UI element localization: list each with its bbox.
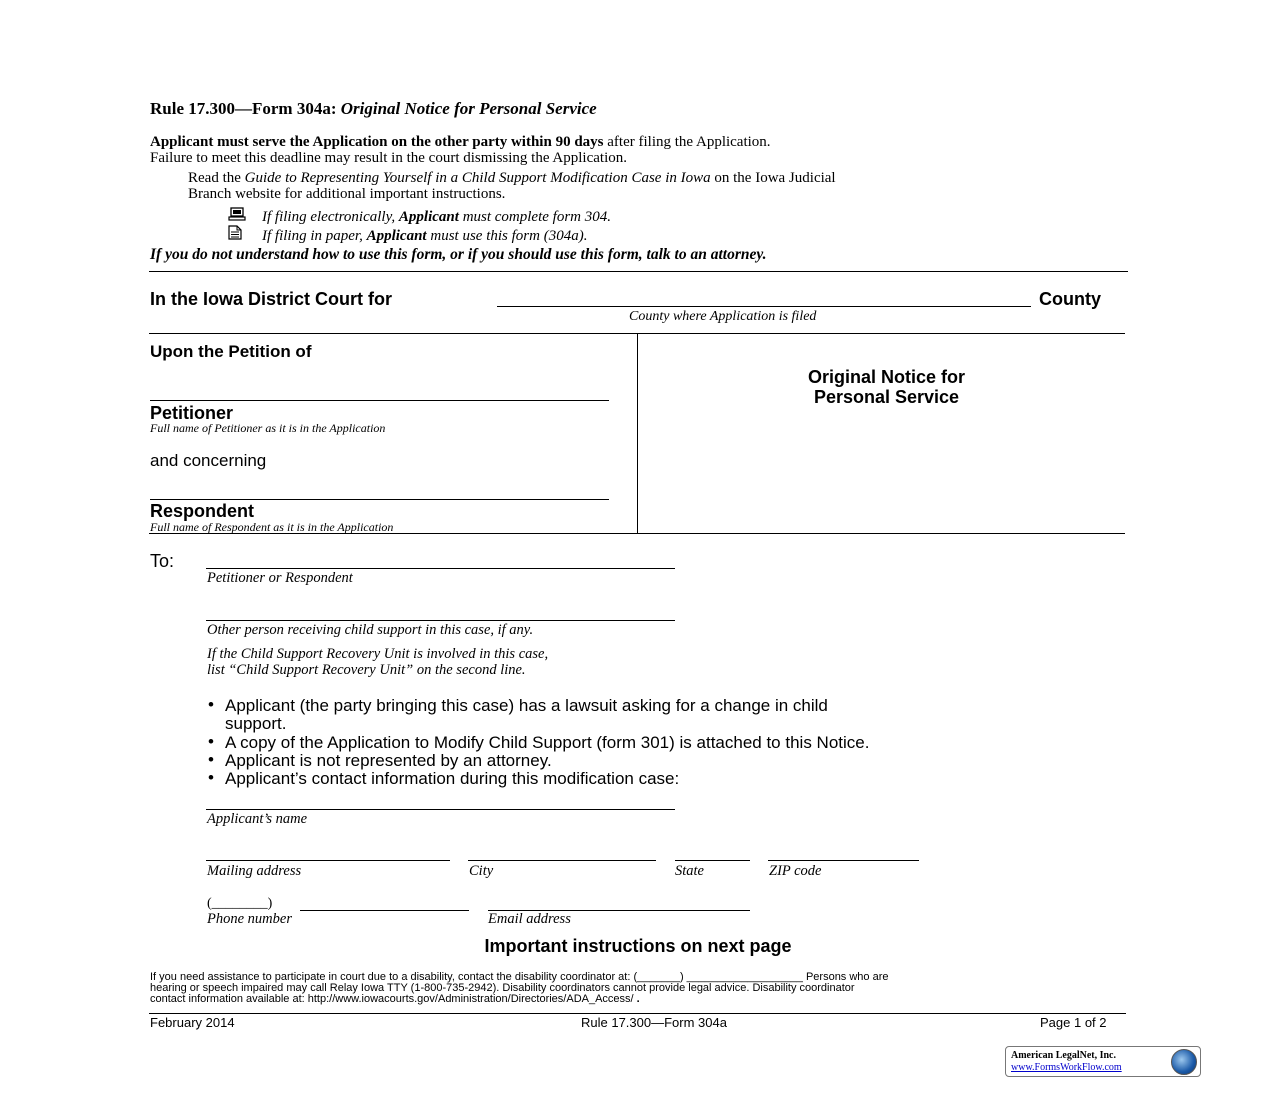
and-concerning: and concerning bbox=[150, 451, 267, 470]
paper-text-b: Applicant bbox=[366, 228, 427, 244]
electronic-text-a: If filing electronically, bbox=[262, 209, 399, 225]
guide-title: Guide to Representing Yourself in a Child Support Modification Case in Iowa bbox=[244, 170, 711, 186]
to-label: To: bbox=[150, 551, 175, 571]
bullet-2: A copy of the Application to Modify Child Support (form 301) is attached to this Notice. bbox=[225, 733, 870, 752]
deadline-rest: after filing the Application. bbox=[603, 134, 771, 150]
read-prefix: Read the bbox=[188, 170, 245, 186]
footer-page: Page 1 of 2 bbox=[1040, 1015, 1107, 1030]
guide-line bbox=[188, 170, 836, 187]
footer-rule: Rule 17.300—Form 304a bbox=[581, 1015, 727, 1030]
next-page-note: Important instructions on next page bbox=[484, 936, 792, 956]
american-legalnet-logo[interactable] bbox=[1005, 1046, 1201, 1077]
applicant-name-caption: Applicant’s name bbox=[207, 811, 308, 827]
upon-petition: Upon the Petition of bbox=[150, 342, 312, 361]
rule-label: Rule 17.300—Form 304a: bbox=[150, 99, 341, 118]
header-divider bbox=[149, 271, 1128, 272]
zip-caption: ZIP code bbox=[769, 863, 822, 879]
bullet-dot-1: • bbox=[208, 695, 214, 714]
court-prefix: In the Iowa District Court for bbox=[150, 289, 393, 309]
notice-title-2: Personal Service bbox=[813, 387, 960, 407]
mailing-caption: Mailing address bbox=[207, 863, 302, 879]
globe-icon bbox=[1171, 1049, 1197, 1075]
logo-name: American LegalNet, Inc. bbox=[1011, 1050, 1116, 1061]
to-line-2[interactable] bbox=[206, 620, 675, 621]
attorney-warning: If you do not understand how to use this form, or if you should use this form, talk to an attorney. bbox=[150, 246, 767, 263]
csru-note-1: If the Child Support Recovery Unit is involved in this case, bbox=[207, 646, 549, 662]
form-heading bbox=[150, 99, 597, 119]
deadline-line bbox=[150, 134, 771, 151]
ada-url[interactable]: contact information available at: http://www.iowacourts.gov/Administration/Directories/ADA_Access/ bbox=[150, 993, 634, 1005]
state-caption: State bbox=[675, 863, 704, 879]
disability-line-2: hearing or speech impaired may call Relay Iowa TTY (1-800-735-2942). Disability coordinators cannot provide legal advice. Disability coordinator bbox=[150, 982, 855, 994]
deadline-bold: Applicant must serve the Application on the other party within 90 days bbox=[150, 134, 604, 150]
bullet-1: Applicant (the party bringing this case) has a lawsuit asking for a change in child bbox=[225, 696, 828, 715]
mailing-address-line[interactable] bbox=[206, 860, 450, 861]
city-caption: City bbox=[469, 863, 494, 879]
csru-note-2: list “Child Support Recovery Unit” on the second line. bbox=[207, 662, 526, 678]
bullet-dot-3: • bbox=[208, 750, 214, 769]
caption-divider bbox=[637, 334, 638, 534]
respondent-label: Respondent bbox=[150, 501, 255, 521]
city-line[interactable] bbox=[468, 860, 656, 861]
failure-note: Failure to meet this deadline may result in the court dismissing the Application. bbox=[150, 150, 627, 166]
disability-line-3 bbox=[150, 993, 640, 1005]
bullet-1-cont: support. bbox=[225, 714, 287, 733]
paper-instruction bbox=[228, 225, 587, 245]
bullet-dot-4: • bbox=[208, 768, 214, 787]
footer-divider bbox=[149, 1013, 1126, 1014]
bullet-3: Applicant is not represented by an attorney. bbox=[225, 751, 552, 770]
paper-text-a: If filing in paper, bbox=[262, 228, 367, 244]
guide-line-2: Branch website for additional important instructions. bbox=[188, 186, 506, 202]
disability-line-1: If you need assistance to participate in court due to a disability, contact the disability coordinator at: (_______) ___________________ Persons who are bbox=[150, 971, 889, 983]
to-line-1[interactable] bbox=[206, 568, 675, 569]
disability-line-3-end: . bbox=[633, 993, 640, 1005]
bullet-dot-2: • bbox=[208, 732, 214, 751]
respondent-line[interactable] bbox=[150, 499, 609, 500]
footer-date: February 2014 bbox=[150, 1015, 235, 1030]
paper-text-c: must use this form (304a). bbox=[426, 228, 588, 244]
logo-url[interactable]: www.FormsWorkFlow.com bbox=[1011, 1062, 1122, 1073]
county-line[interactable] bbox=[497, 306, 1031, 307]
phone-caption: Phone number bbox=[207, 911, 292, 927]
electronic-text-c: must complete form 304. bbox=[458, 209, 612, 225]
court-suffix: County bbox=[1039, 289, 1101, 309]
electronic-instruction bbox=[228, 207, 611, 226]
to-line-1-caption: Petitioner or Respondent bbox=[207, 570, 353, 586]
petitioner-label: Petitioner bbox=[150, 403, 234, 423]
bullet-4: Applicant’s contact information during this modification case: bbox=[225, 769, 680, 788]
state-line[interactable] bbox=[675, 860, 750, 861]
notice-title-1: Original Notice for bbox=[807, 367, 966, 387]
petitioner-caption: Full name of Petitioner as it is in the Application bbox=[150, 421, 386, 435]
document-icon bbox=[228, 225, 248, 245]
respondent-caption: Full name of Respondent as it is in the Application bbox=[150, 520, 394, 534]
county-caption: County where Application is filed bbox=[629, 309, 817, 324]
phone-line[interactable] bbox=[300, 910, 469, 911]
petitioner-line[interactable] bbox=[150, 400, 609, 401]
form-title: Original Notice for Personal Service bbox=[340, 99, 597, 118]
area-code-field[interactable]: (________) bbox=[207, 896, 273, 911]
zip-line[interactable] bbox=[768, 860, 919, 861]
email-caption: Email address bbox=[488, 911, 571, 927]
read-suffix: on the Iowa Judicial bbox=[710, 170, 836, 186]
applicant-name-line[interactable] bbox=[206, 809, 675, 810]
electronic-text-b: Applicant bbox=[398, 209, 459, 225]
computer-icon bbox=[228, 207, 248, 226]
to-line-2-caption: Other person receiving child support in this case, if any. bbox=[207, 622, 534, 638]
